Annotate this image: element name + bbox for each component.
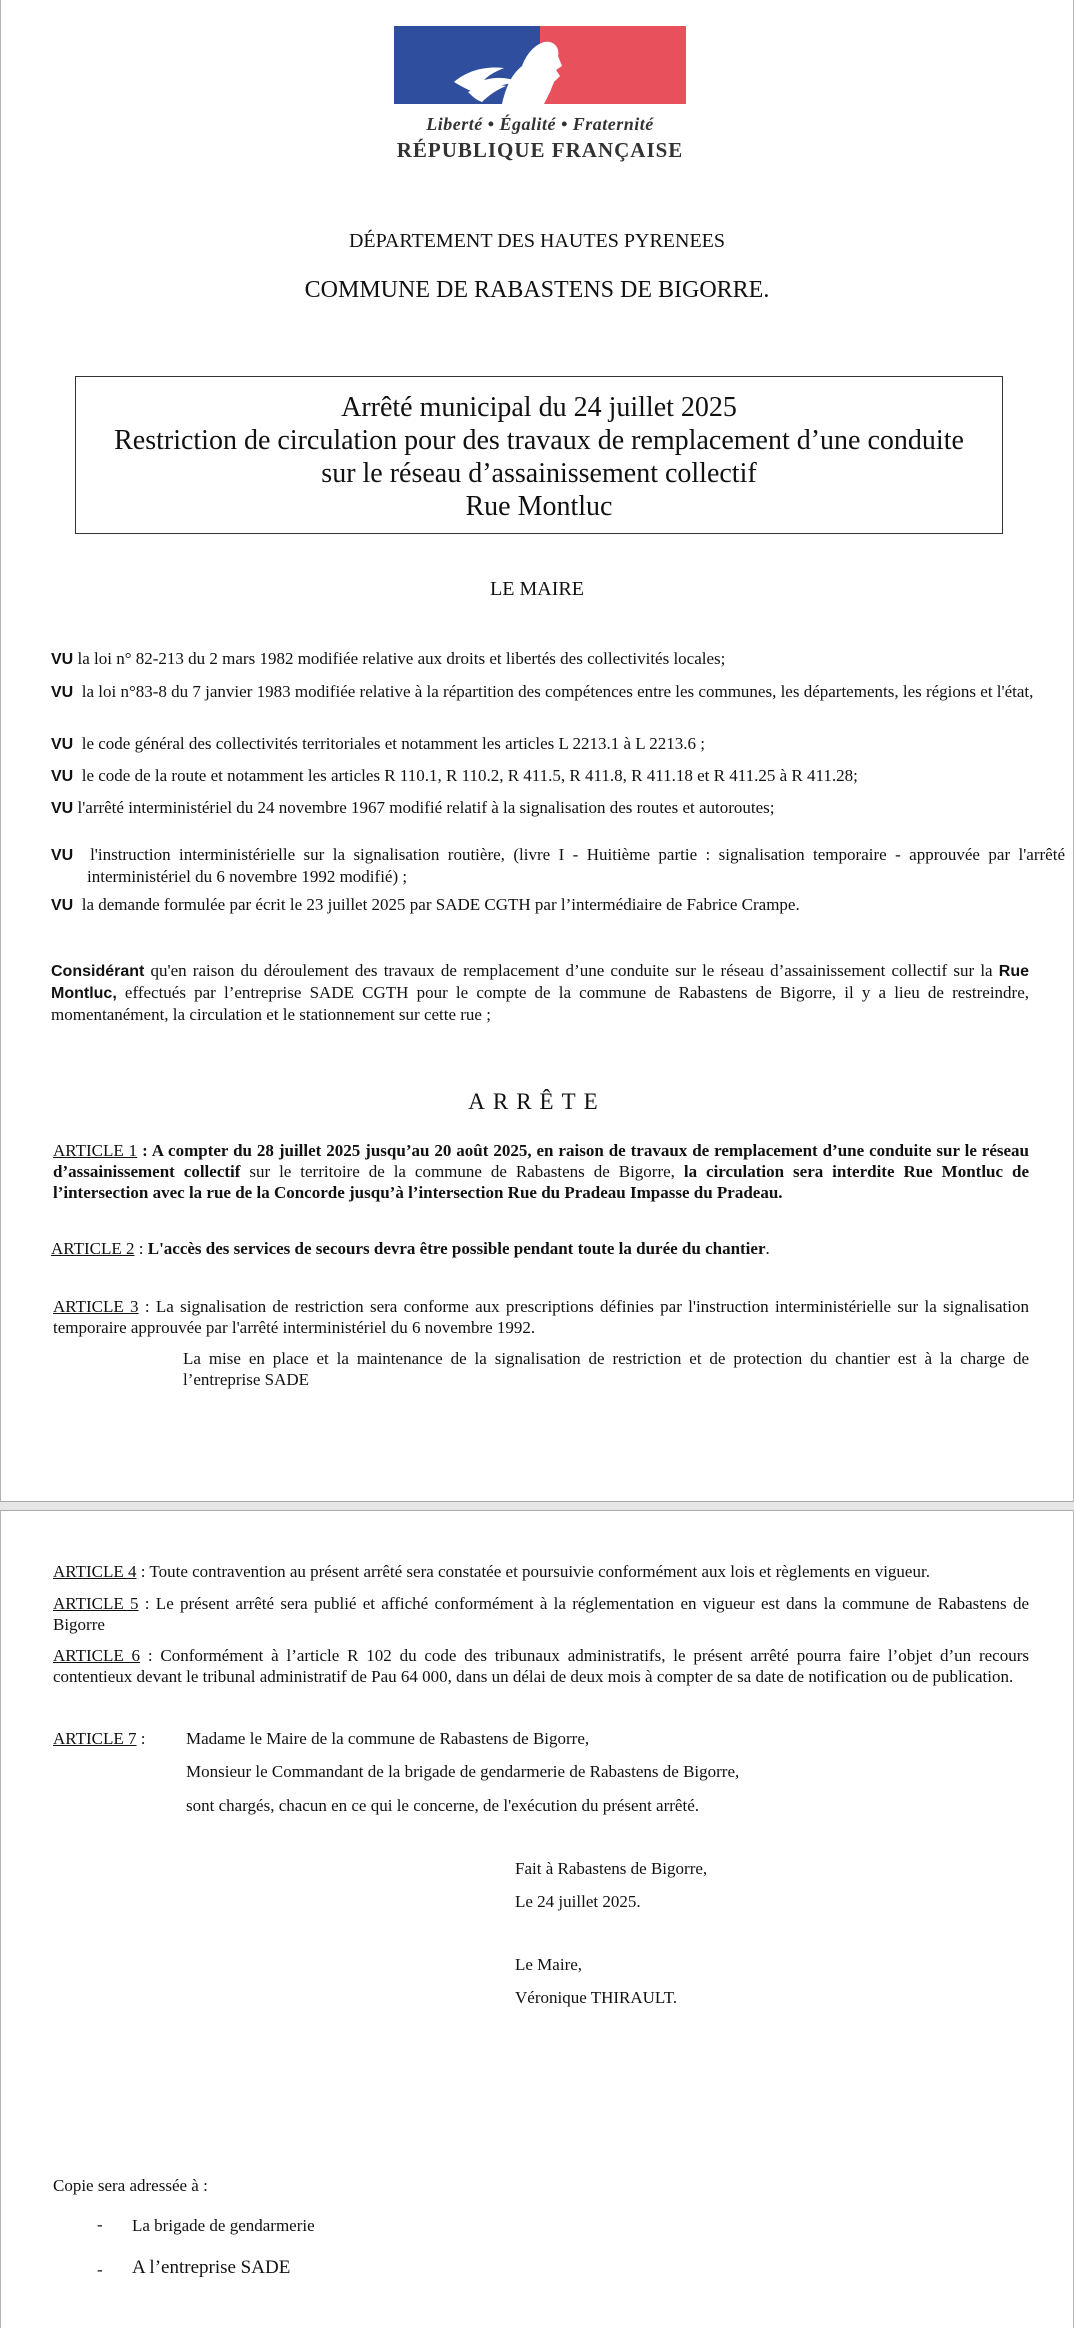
considerant-keyword: Considérant (51, 963, 145, 980)
signature-date: Le 24 juillet 2025. (515, 1892, 641, 1911)
vu-item (51, 765, 1029, 787)
article-1-bold-text: : A compter du 28 juillet 2025 jusqu’au 20 août 2025, en raison de travaux de remplacement d’une conduite sur le réseau d’assainissement collectif (53, 1141, 1030, 1181)
vu-keyword: VU (51, 736, 74, 753)
vu-text: la demande formulée par écrit le 23 juillet 2025 par SADE CGTH par l’intermédiaire de Fabrice Crampe. (81, 895, 800, 914)
vu-keyword: VU (51, 684, 74, 701)
title-line-4: Rue Montluc (465, 491, 613, 522)
vu-text: l'arrêté interministériel du 24 novembre 1967 modifié relatif à la signalisation des routes et autoroutes; (77, 798, 775, 817)
vu-text: la loi n°83-8 du 7 janvier 1983 modifiée relative à la répartition des compétences entre les communes, les départements, les régions et l'état, (81, 682, 1034, 701)
article-4-text: : Toute contravention au présent arrêté sera constatée et poursuivie conformément aux lois et règlements en vigueur. (136, 1562, 930, 1581)
article-2-label: ARTICLE 2 (51, 1239, 135, 1258)
article-7-line-3: sont chargés, chacun en ce qui le concerne, de l'exécution du présent arrêté. (186, 1796, 699, 1815)
motto: Liberté • Égalité • Fraternité (426, 114, 654, 134)
article-2-text: L'accès des services de secours devra être possible pendant toute la durée du chantier (147, 1239, 766, 1258)
vu-item (51, 648, 1029, 670)
signature-name: Véronique THIRAULT. (515, 1988, 678, 2007)
article-3-text: : La signalisation de restriction sera conforme aux prescriptions définies par l'instruction interministérielle sur la signalisation temporaire approuvée par l'arrêté interministériel du 6 novembre 1992. (53, 1297, 1029, 1337)
departement-heading: DÉPARTEMENT DES HAUTES PYRENEES (348, 230, 726, 252)
title-line-2: Restriction de circulation pour des travaux de remplacement d’une conduite (114, 425, 964, 456)
vu-keyword: VU (51, 651, 74, 668)
considerant-text: qu'en raison du déroulement des travaux de remplacement d’une conduite sur le réseau d’assainissement collectif sur la (144, 961, 999, 980)
article-7-sep: : (136, 1729, 146, 1748)
republique-francaise: RÉPUBLIQUE FRANÇAISE (396, 138, 684, 162)
vu-item (51, 844, 1065, 887)
article-1-label: ARTICLE 1 (53, 1141, 138, 1160)
article-1-text: sur le territoire de la commune de Rabastens de Bigorre, (240, 1162, 684, 1181)
article-5-label: ARTICLE 5 (53, 1594, 139, 1613)
vu-item (51, 797, 1029, 819)
article-3-paragraph-2: La mise en place et la maintenance de la signalisation de restriction et de protection du chantier est à la charge de l’entreprise SADE (183, 1349, 1029, 1389)
article-3 (53, 1296, 1029, 1338)
commune-heading: COMMUNE DE RABASTENS DE BIGORRE. (304, 277, 770, 303)
copy-bullet: - (97, 2260, 103, 2279)
considerant-paragraph (51, 960, 1029, 1025)
article-1-bold-text-2: la circulation sera interdite Rue Montluc de l’intersection avec la rue de la Concorde jusqu’à l’intersection Rue du Pradeau Impasse du Pradeau. (53, 1162, 1029, 1202)
article-7-label: ARTICLE 7 (53, 1729, 137, 1748)
signature-role: Le Maire, (515, 1955, 583, 1974)
document-page-2 (0, 1510, 1074, 2328)
article-2 (51, 1238, 1029, 1259)
article-1 (53, 1140, 1029, 1203)
article-6-label: ARTICLE 6 (53, 1646, 141, 1665)
title-line-1: Arrêté municipal du 24 juillet 2025 (341, 392, 737, 423)
considerant-street: Rue Montluc, (51, 963, 1029, 1002)
vu-text: le code général des collectivités territoriales et notamment les articles L 2213.1 à L 2213.6 ; (81, 734, 706, 753)
title-line-3: sur le réseau d’assainissement collectif (321, 458, 757, 489)
copy-item: A l’entreprise SADE (132, 2257, 291, 2278)
vu-text: le code de la route et notamment les articles R 110.1, R 110.2, R 411.5, R 411.8, R 411.18 et R 411.25 à R 411.28; (81, 766, 858, 785)
article-2-end: . (765, 1239, 770, 1258)
vu-keyword: VU (51, 768, 74, 785)
article-4-label: ARTICLE 4 (53, 1562, 137, 1581)
article-4 (53, 1561, 1029, 1582)
article-5-text: : Le présent arrêté sera publié et affiché conformément à la réglementation en vigueur est dans la commune de Rabastens de Bigorre (53, 1594, 1029, 1634)
arrete-title-box (75, 376, 1003, 534)
copy-item: La brigade de gendarmerie (132, 2216, 315, 2235)
copy-bullet: - (97, 2215, 103, 2234)
article-2-sep: : (134, 1239, 148, 1258)
vu-keyword: VU (51, 897, 74, 914)
article-7-line-2: Monsieur le Commandant de la brigade de gendarmerie de Rabastens de Bigorre, (186, 1762, 740, 1781)
copy-heading: Copie sera adressée à : (53, 2176, 208, 2195)
vu-keyword: VU (51, 800, 74, 817)
vu-item (51, 894, 1029, 916)
article-3-label: ARTICLE 3 (53, 1297, 139, 1316)
le-maire-heading: LE MAIRE (490, 578, 584, 600)
arrete-heading: ARRÊTE (468, 1089, 606, 1114)
vu-item (51, 733, 1029, 755)
vu-item (51, 681, 1065, 703)
vu-text: la loi n° 82-213 du 2 mars 1982 modifiée relative aux droits et libertés des collectivités locales; (77, 649, 726, 668)
marianne-icon (394, 26, 686, 110)
vu-text: l'instruction interministérielle sur la signalisation routière, (livre I - Huitième partie : signalisation temporaire - approuvée par l'arrêté interministériel du 6 novembre 1992 modifié) ; (87, 845, 1065, 886)
article-6-text: : Conformément à l’article R 102 du code des tribunaux administratifs, le présent arrêté pourra faire l’objet d’un recours contentieux devant le tribunal administratif de Pau 64 000, dans un délai de deux mois à compter de sa date de notification ou de publication. (53, 1646, 1029, 1686)
vu-keyword: VU (51, 847, 74, 864)
considerant-text-2: effectués par l’entreprise SADE CGTH pour le compte de la commune de Rabastens de Bigorre, il y a lieu de restreindre, momentanément, la circulation et le stationnement sur cette rue ; (51, 983, 1029, 1024)
signature-place: Fait à Rabastens de Bigorre, (515, 1859, 708, 1878)
article-5 (53, 1593, 1029, 1635)
marianne-logo (394, 26, 686, 166)
article-7-line-1: Madame le Maire de la commune de Rabastens de Bigorre, (186, 1729, 590, 1748)
article-6 (53, 1645, 1029, 1687)
